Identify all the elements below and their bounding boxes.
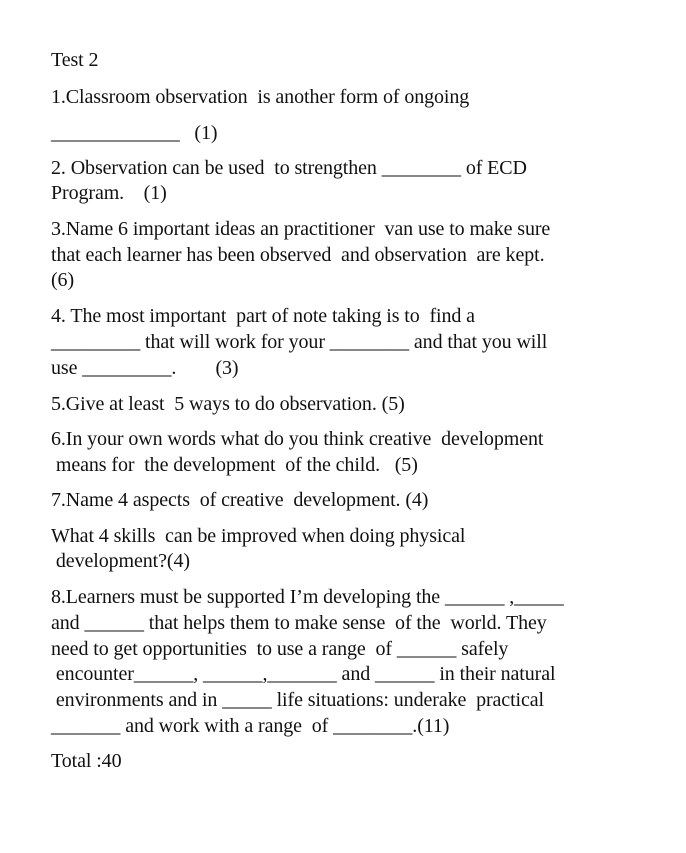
question-1-line-2: _____________ (1) bbox=[51, 122, 218, 144]
question-6-line-1: 6.In your own words what do you think creative development bbox=[51, 428, 544, 450]
question-4-line-1: 4. The most important part of note taking is to find a bbox=[51, 305, 475, 327]
question-3-line-1: 3.Name 6 important ideas an practitioner van use to make sure bbox=[51, 218, 551, 240]
question-8-line-4: encounter______, ______,_______ and ______ in their natural bbox=[51, 663, 556, 685]
question-1-line-1: 1.Classroom observation is another form of ongoing bbox=[51, 86, 470, 108]
question-4-line-3: use _________. (3) bbox=[51, 357, 239, 379]
question-3-line-3: (6) bbox=[51, 269, 75, 291]
question-8-line-3: need to get opportunities to use a range of ______ safely bbox=[51, 638, 509, 660]
total-marks: Total :40 bbox=[51, 750, 122, 772]
question-3-line-2: that each learner has been observed and observation are kept. bbox=[51, 244, 545, 266]
question-4-line-2: _________ that will work for your ________ and that you will bbox=[51, 331, 548, 353]
question-5-line-1: 5.Give at least 5 ways to do observation. (5) bbox=[51, 393, 405, 415]
question-8-line-5: environments and in _____ life situations: underake practical bbox=[51, 689, 545, 711]
question-physical-line-2: development?(4) bbox=[51, 550, 190, 572]
question-8-line-1: 8.Learners must be supported I’m developing the ______ ,_____ bbox=[51, 586, 564, 608]
question-7-line-1: 7.Name 4 aspects of creative development. (4) bbox=[51, 489, 429, 511]
question-6-line-2: means for the development of the child. (5) bbox=[51, 454, 418, 476]
question-2-line-2: Program. (1) bbox=[51, 182, 167, 204]
question-8-line-6: _______ and work with a range of ________.(11) bbox=[51, 715, 450, 737]
question-physical-line-1: What 4 skills can be improved when doing physical bbox=[51, 525, 466, 547]
question-8-line-2: and ______ that helps them to make sense of the world. They bbox=[51, 612, 547, 634]
question-2-line-1: 2. Observation can be used to strengthen ________ of ECD bbox=[51, 157, 527, 179]
document-title: Test 2 bbox=[51, 49, 99, 71]
